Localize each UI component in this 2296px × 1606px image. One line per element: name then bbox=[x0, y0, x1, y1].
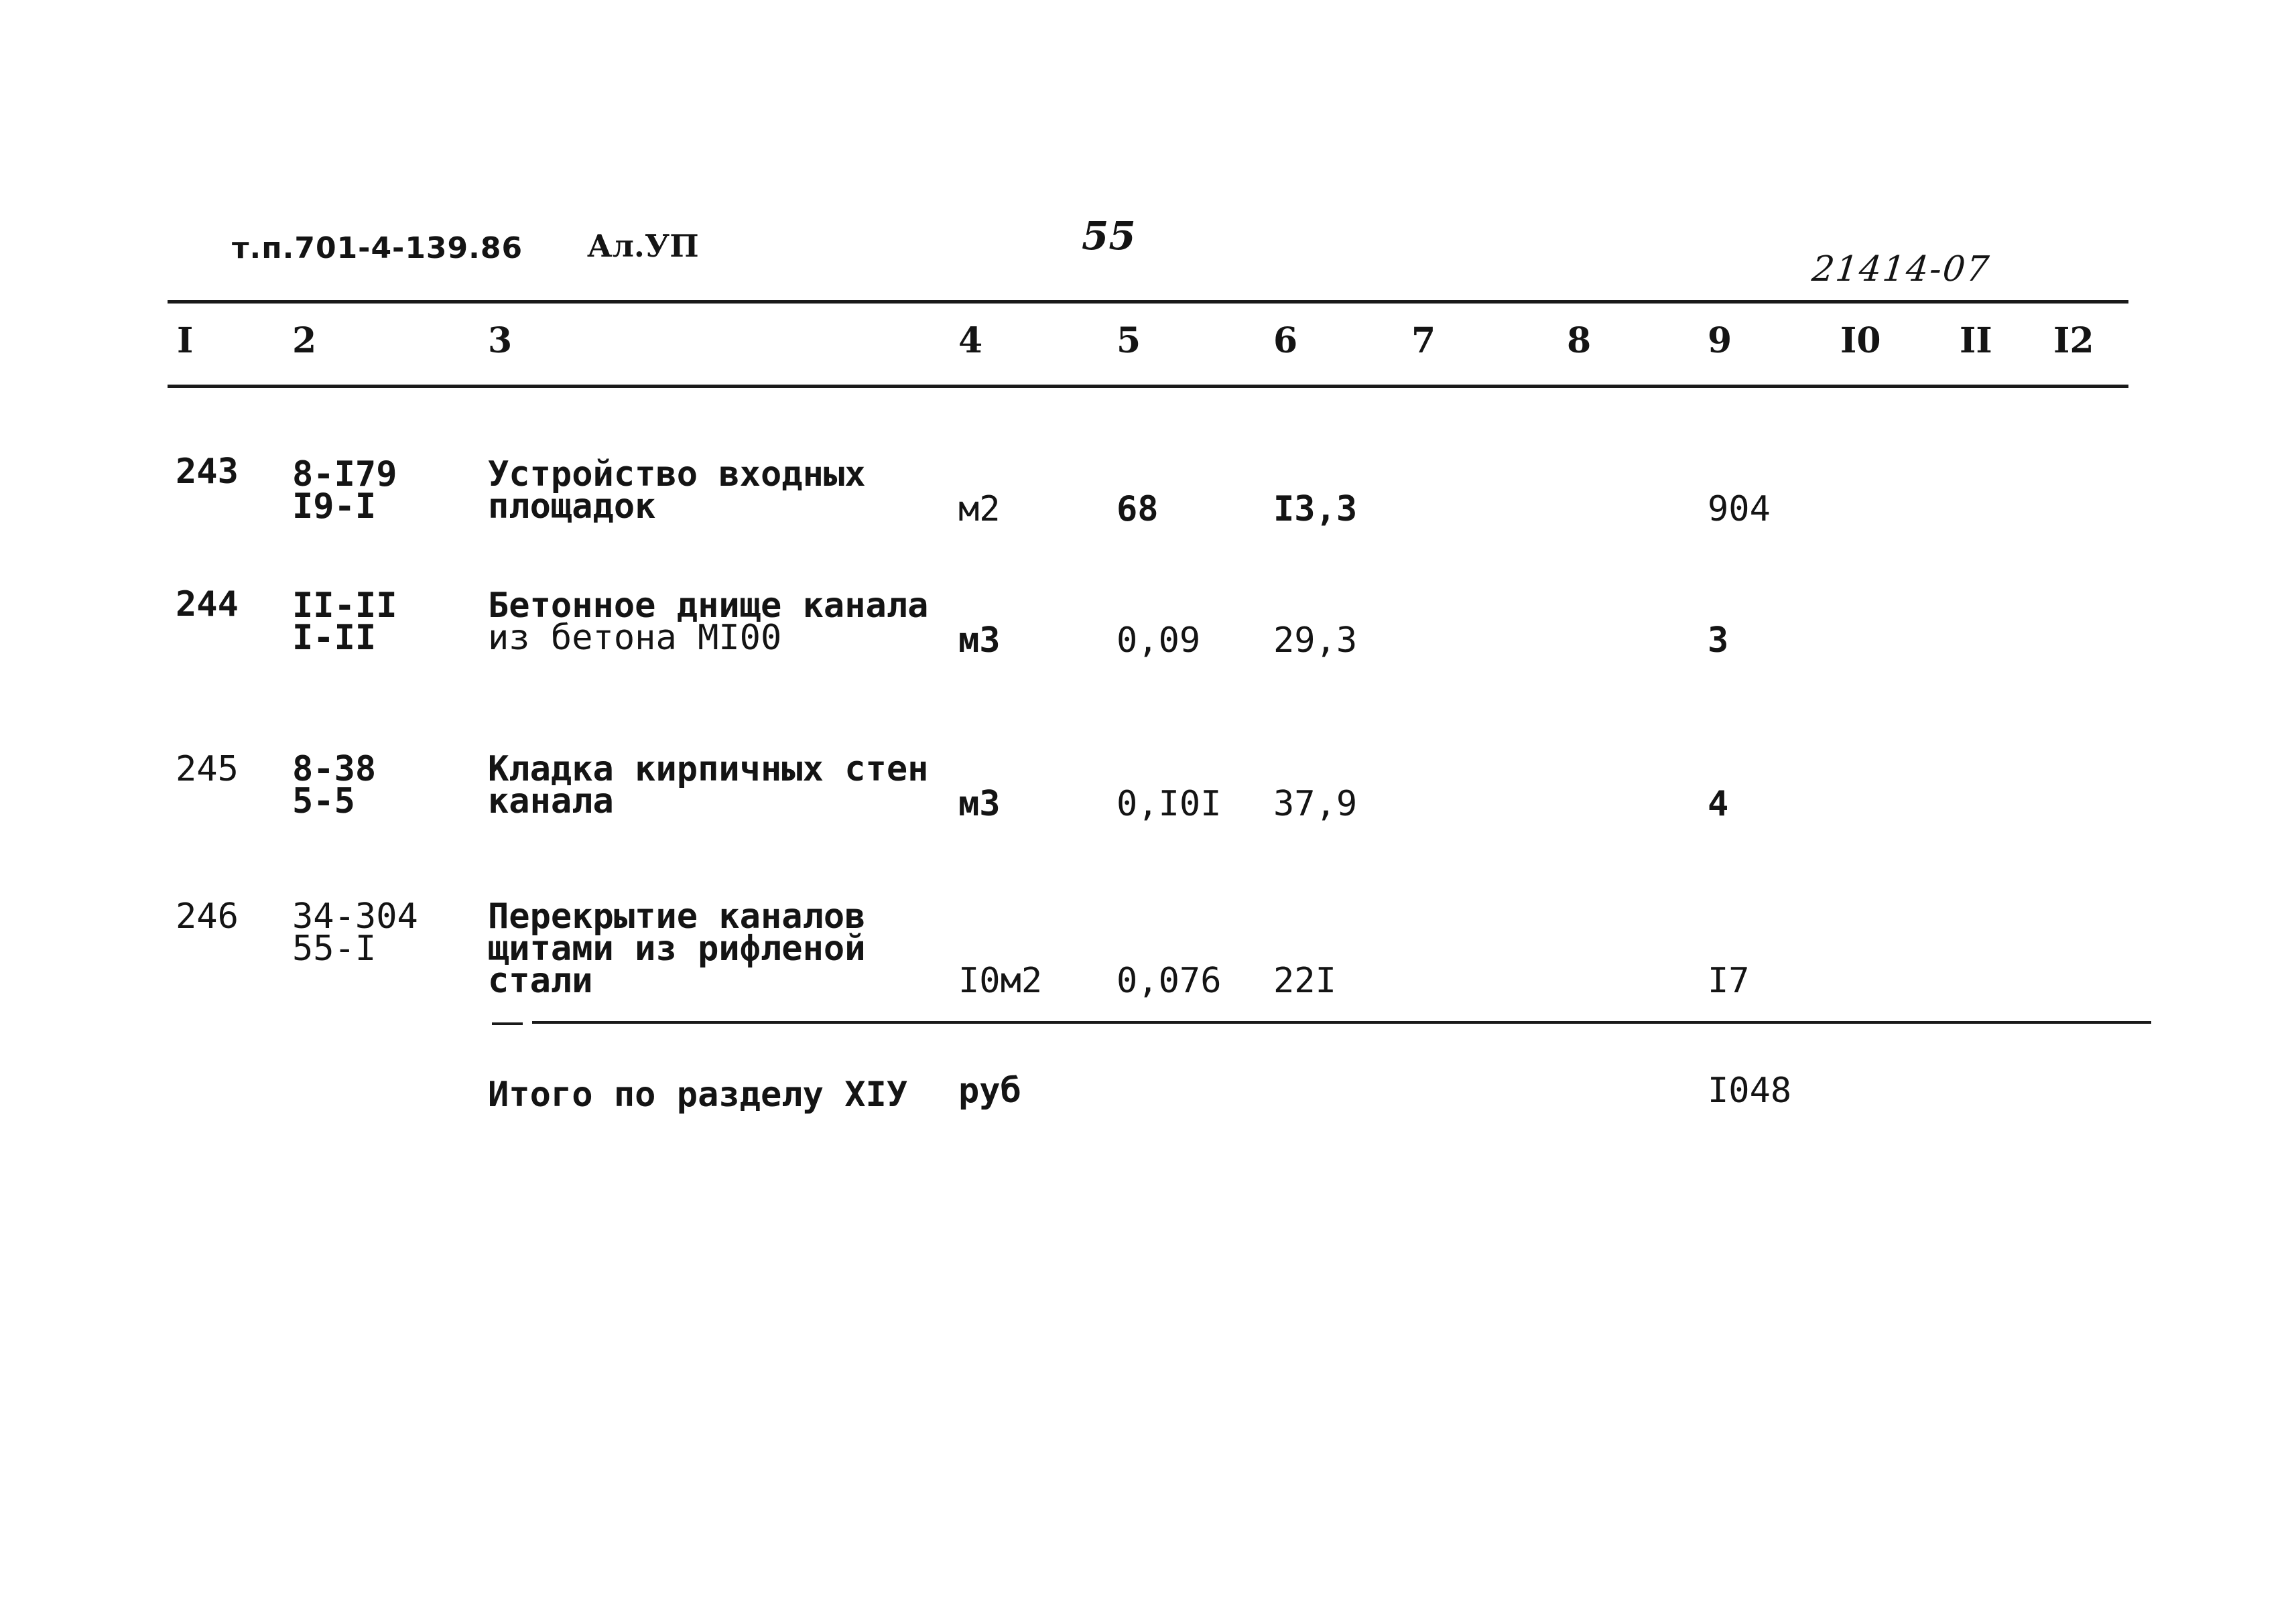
page-number: 55 bbox=[1082, 213, 1136, 259]
summary-rule bbox=[532, 1021, 2151, 1024]
column-number: 4 bbox=[958, 320, 983, 361]
quantity: 68 bbox=[1117, 489, 1159, 529]
column-number: 3 bbox=[488, 320, 513, 361]
album-label: Ал.УП bbox=[587, 228, 699, 264]
unit: I0м2 bbox=[958, 961, 1043, 1001]
column-number: II bbox=[1960, 320, 1992, 361]
header-bottom-rule bbox=[168, 385, 2128, 388]
work-name: щитами из рифленой bbox=[488, 929, 866, 969]
inventory-number: 21414-07 bbox=[1809, 249, 1992, 289]
row-number: 244 bbox=[176, 584, 239, 624]
document-code: т.п.701-4-139.86 bbox=[232, 231, 523, 265]
rate-code: 8-38 bbox=[292, 749, 377, 789]
column-number: 2 bbox=[292, 320, 317, 361]
row-number: 245 bbox=[176, 749, 239, 789]
rate-code: I-II bbox=[292, 618, 377, 658]
work-name: Устройство входных bbox=[488, 454, 866, 494]
column-number: 5 bbox=[1117, 320, 1141, 361]
quantity: 0,09 bbox=[1117, 620, 1201, 661]
section-total-value: I048 bbox=[1708, 1071, 1792, 1111]
column-number: 9 bbox=[1708, 320, 1732, 361]
total-cost: 4 bbox=[1708, 784, 1729, 824]
work-name: Кладка кирпичных стен bbox=[488, 749, 929, 789]
work-name: Бетонное днище канала bbox=[488, 586, 929, 626]
short-dash bbox=[492, 1022, 523, 1025]
column-number: 7 bbox=[1411, 320, 1436, 361]
unit: м3 bbox=[958, 620, 1001, 661]
work-name: площадок bbox=[488, 486, 656, 527]
work-name: канала bbox=[488, 781, 614, 821]
unit-price: 22I bbox=[1273, 961, 1336, 1001]
quantity: 0,I0I bbox=[1117, 784, 1222, 824]
total-cost: I7 bbox=[1708, 961, 1750, 1001]
row-number: 243 bbox=[176, 452, 239, 492]
unit: м3 bbox=[958, 784, 1001, 824]
row-number: 246 bbox=[176, 896, 239, 937]
rate-code: I9-I bbox=[292, 486, 377, 527]
rate-code: II-II bbox=[292, 586, 397, 626]
total-cost: 904 bbox=[1708, 489, 1771, 529]
work-name: из бетона MI00 bbox=[488, 618, 782, 658]
column-number: I bbox=[177, 320, 194, 361]
unit: м2 bbox=[958, 489, 1001, 529]
quantity: 0,076 bbox=[1117, 961, 1222, 1001]
work-name: стали bbox=[488, 961, 593, 1001]
section-total-label: Итого по разделу XIУ bbox=[488, 1075, 908, 1115]
unit-price: 37,9 bbox=[1273, 784, 1358, 824]
summary-unit: руб bbox=[958, 1071, 1021, 1111]
rate-code: 34-304 bbox=[292, 896, 418, 937]
rate-code: 55-I bbox=[292, 929, 377, 969]
column-number: 8 bbox=[1567, 320, 1592, 361]
column-number: I0 bbox=[1840, 320, 1881, 361]
total-cost: 3 bbox=[1708, 620, 1729, 661]
column-number: I2 bbox=[2053, 320, 2094, 361]
column-number: 6 bbox=[1273, 320, 1298, 361]
rate-code: 5-5 bbox=[292, 781, 355, 821]
work-name: Перекрытие каналов bbox=[488, 896, 866, 937]
unit-price: 29,3 bbox=[1273, 620, 1358, 661]
rate-code: 8-I79 bbox=[292, 454, 397, 494]
unit-price: I3,3 bbox=[1273, 489, 1358, 529]
top-rule bbox=[168, 300, 2128, 304]
